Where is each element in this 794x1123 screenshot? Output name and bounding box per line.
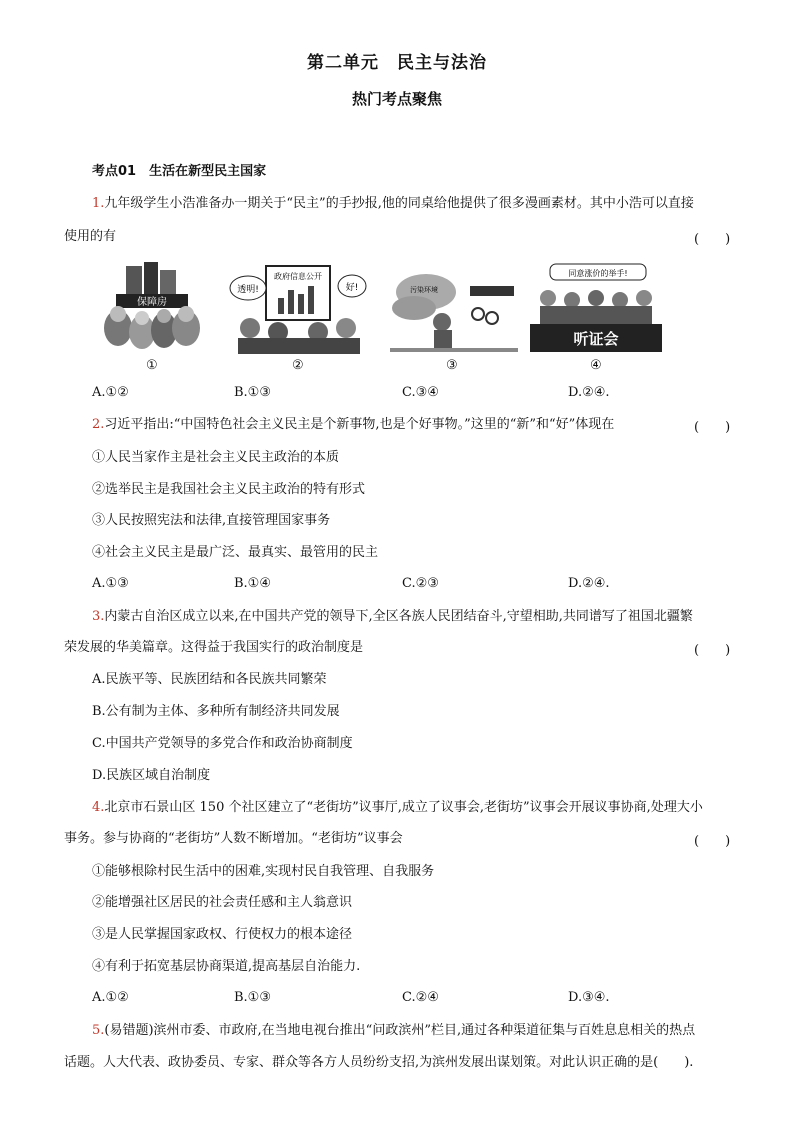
q4-item-3: ③是人民掌握国家政权、行使权力的根本途径 <box>92 927 353 942</box>
q3-number: 3. <box>92 609 105 624</box>
q2-option-a[interactable]: A.①③ <box>92 576 129 591</box>
cartoon-2-board: 政府信息公开 <box>274 272 322 281</box>
q2-item-4: ④社会主义民主是最广泛、最真实、最管用的民主 <box>92 545 379 560</box>
cartoon-3-cloud: 污染环境 <box>410 286 438 294</box>
cartoon-2-label: ② <box>292 358 304 373</box>
cartoon-4 <box>528 262 664 356</box>
q2-option-c[interactable]: C.②③ <box>402 576 439 591</box>
cartoon-2-bubble-right: 好! <box>345 283 359 293</box>
q1-number: 1. <box>92 196 105 211</box>
q4-line1 <box>92 799 703 817</box>
q1-option-a[interactable]: A.①② <box>92 385 129 400</box>
q1-line2: 使用的有 <box>64 229 117 244</box>
cartoon-1-sign: 保障房 <box>137 297 167 308</box>
page-title: 第二单元 民主与法治 <box>307 53 487 73</box>
q1-option-d[interactable]: D.②④. <box>568 385 610 400</box>
q3-text: 内蒙古自治区成立以来,在中国共产党的领导下,全区各族人民团结奋斗,守望相助,共同谱写了祖国北疆繁 <box>104 609 693 624</box>
q3-option-a[interactable]: A.民族平等、民族团结和各民族共同繁荣 <box>92 672 327 687</box>
q2-item-3: ③人民按照宪法和法律,直接管理国家事务 <box>92 513 331 528</box>
q4-number: 4. <box>92 800 105 815</box>
q2-answer-paren: ( ) <box>694 420 731 435</box>
q1-option-c[interactable]: C.③④ <box>402 385 439 400</box>
q2-text: 习近平指出:“中国特色社会主义民主是个新事物,也是个好事物。”这里的“新”和“好”体现在 <box>104 417 615 432</box>
q4-option-d[interactable]: D.③④. <box>568 990 610 1005</box>
q3-option-d[interactable]: D.民族区域自治制度 <box>92 768 211 783</box>
cartoon-1 <box>96 262 206 354</box>
q3-line2: 荣发展的华美篇章。这得益于我国实行的政治制度是 <box>64 640 364 655</box>
q2-option-d[interactable]: D.②④. <box>568 576 610 591</box>
q5-line1 <box>92 1022 695 1040</box>
q5-number: 5. <box>92 1023 105 1038</box>
q4-option-c[interactable]: C.②④ <box>402 990 439 1005</box>
cartoon-4-sign: 听证会 <box>573 330 619 348</box>
q1-cartoons <box>96 262 676 372</box>
q2-item-1: ①人民当家作主是社会主义民主政治的本质 <box>92 450 340 465</box>
q2-line1 <box>92 416 614 434</box>
page-subtitle: 热门考点聚焦 <box>351 90 442 108</box>
section-heading: 考点01 生活在新型民主国家 <box>92 164 267 179</box>
q2-item-2: ②选举民主是我国社会主义民主政治的特有形式 <box>92 482 366 497</box>
cartoon-4-label: ④ <box>590 358 602 373</box>
q4-line2: 事务。参与协商的“老街坊”人数不断增加。“老街坊”议事会 <box>64 831 403 846</box>
q2-number: 2. <box>92 417 105 432</box>
cartoon-2 <box>228 262 368 354</box>
q4-item-4: ④有利于拓宽基层协商渠道,提高基层自治能力. <box>92 959 361 974</box>
q4-answer-paren: ( ) <box>694 834 731 849</box>
q1-text: 九年级学生小浩准备办一期关于“民主”的手抄报,他的同桌给他提供了很多漫画素材。其中小浩可以直接 <box>104 196 694 211</box>
q2-option-b[interactable]: B.①④ <box>234 576 271 591</box>
q4-item-1: ①能够根除村民生活中的困难,实现村民自我管理、自我服务 <box>92 864 435 879</box>
q3-option-c[interactable]: C.中国共产党领导的多党合作和政治协商制度 <box>92 736 353 751</box>
q3-line1 <box>92 608 693 626</box>
q1-answer-paren: ( ) <box>694 232 731 247</box>
q1-line1 <box>92 195 694 213</box>
cartoon-1-label: ① <box>146 358 158 373</box>
q1-option-b[interactable]: B.①③ <box>234 385 271 400</box>
q4-option-a[interactable]: A.①② <box>92 990 129 1005</box>
cartoon-3-label: ③ <box>446 358 458 373</box>
q4-option-b[interactable]: B.①③ <box>234 990 271 1005</box>
cartoon-3 <box>390 262 518 354</box>
q3-option-b[interactable]: B.公有制为主体、多种所有制经济共同发展 <box>92 704 340 719</box>
q5-line2: 话题。人大代表、政协委员、专家、群众等各方人员纷纷支招,为滨州发展出谋划策。对此认识正确的是( ). <box>64 1055 694 1070</box>
q4-item-2: ②能增强社区居民的社会责任感和主人翁意识 <box>92 895 353 910</box>
q5-text: (易错题)滨州市委、市政府,在当地电视台推出“问政滨州”栏目,通过各种渠道征集与百姓息息相关的热点 <box>104 1023 696 1038</box>
q3-answer-paren: ( ) <box>694 643 731 658</box>
cartoon-4-banner: 同意涨价的举手! <box>568 269 628 278</box>
q4-text: 北京市石景山区 150 个社区建立了“老街坊”议事厅,成立了议事会,老街坊”议事会开展议事协商,处理大小 <box>104 800 703 815</box>
cartoon-2-bubble-left: 透明! <box>237 285 259 295</box>
